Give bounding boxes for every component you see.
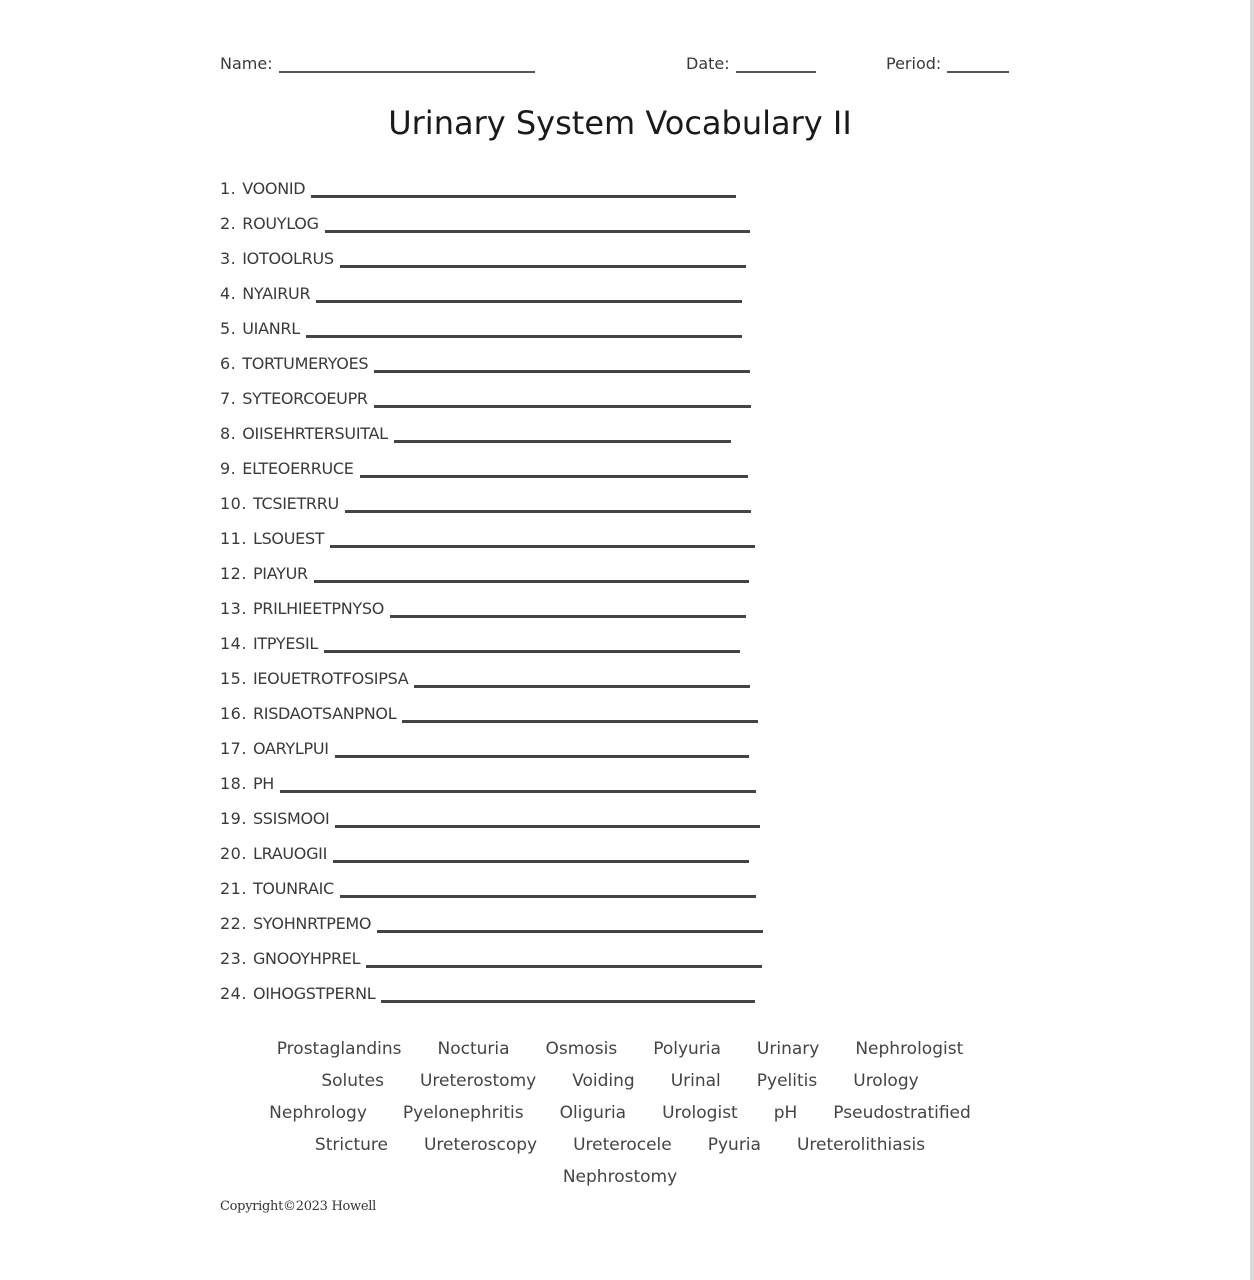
word-bank-term: Urologist [662,1103,738,1123]
answer-blank [340,247,746,268]
answer-blank [345,492,751,513]
period-blank [947,55,1009,73]
question-number: 19. [220,809,247,828]
scrambled-word: TOUNRAIC [252,879,334,898]
answer-blank [414,667,750,688]
question-row [220,240,746,268]
word-bank-term: Nephrology [269,1103,367,1123]
answer-blank [311,177,736,198]
question-number: 18. [220,774,247,793]
answer-blank [280,772,756,793]
period-field [886,54,1009,73]
scrambled-word: OIISEHRTERSUITAL [242,424,388,443]
student-info-header [0,54,1254,78]
question-number: 4. [220,284,237,303]
question-number: 12. [220,564,247,583]
question-number: 1. [220,179,237,198]
answer-blank [374,387,751,408]
word-bank-term: Ureterostomy [419,1071,537,1091]
word-bank-term: Osmosis [545,1039,618,1059]
question-number: 16. [220,704,247,723]
word-bank-term: Ureterocele [573,1135,672,1155]
question-row [220,275,742,303]
answer-blank [402,702,758,723]
scrambled-word: RISDAOTSANPNOL [252,704,397,723]
word-bank-row [220,1129,1020,1161]
word-bank-term: Pyelonephritis [402,1103,524,1123]
scrambled-word: SYTEORCOEUPR [242,389,368,408]
scrambled-word: ITPYESIL [252,634,319,653]
name-blank [279,55,535,73]
scrambled-word: IOTOOLRUS [242,249,334,268]
question-row [220,905,763,933]
scrambled-word: ROUYLOG [242,214,319,233]
worksheet-title: Urinary System Vocabulary II [388,104,852,142]
question-row [220,310,742,338]
answer-blank [390,597,746,618]
scrambled-word: SSISMOOI [252,809,330,828]
answer-blank [394,422,731,443]
question-number: 22. [220,914,247,933]
answer-blank [377,912,763,933]
answer-blank [324,632,740,653]
question-number: 14. [220,634,247,653]
copyright-notice: Copyright©2023 Howell [220,1199,376,1214]
answer-blank [333,842,749,863]
question-number: 24. [220,984,247,1003]
question-row [220,975,755,1003]
question-number: 9. [220,459,237,478]
question-number: 10. [220,494,247,513]
question-number: 5. [220,319,237,338]
question-row [220,590,746,618]
word-bank-term: Urinary [756,1039,820,1059]
answer-blank [314,562,749,583]
question-row [220,415,731,443]
question-number: 11. [220,529,247,548]
answer-blank [366,947,762,968]
scrambled-word: IEOUETROTFOSIPSA [252,669,409,688]
word-bank-term: Voiding [572,1071,635,1091]
scrambled-word: OARYLPUI [252,739,329,758]
question-row [220,695,758,723]
word-bank [220,1033,1020,1193]
word-bank-term: Stricture [314,1135,388,1155]
answer-blank [325,212,750,233]
scrambled-word: TORTUMERYOES [242,354,369,373]
word-bank-term: Polyuria [653,1039,721,1059]
answer-blank [335,807,760,828]
question-number: 13. [220,599,247,618]
scrambled-word: TCSIETRRU [252,494,339,513]
question-row [220,170,736,198]
scrambled-word: PH [252,774,275,793]
scrambled-word: UIANRL [242,319,300,338]
question-row [220,380,751,408]
scrambled-word: PIAYUR [252,564,308,583]
scrambled-word: LSOUEST [252,529,325,548]
answer-blank [360,457,748,478]
answer-blank [316,282,742,303]
question-number: 20. [220,844,247,863]
name-label: Name: [220,54,273,73]
question-row [220,450,748,478]
word-bank-term: Solutes [321,1071,384,1091]
scrambled-word: VOONID [242,179,306,198]
answer-blank [374,352,750,373]
word-bank-term: Prostaglandins [276,1039,402,1059]
question-row [220,345,750,373]
word-bank-term: Nephrostomy [562,1167,678,1187]
word-bank-term: Pseudostratified [833,1103,971,1123]
word-bank-term: pH [773,1103,798,1123]
word-bank-term: Nephrologist [855,1039,964,1059]
answer-blank [306,317,742,338]
scrambled-word: NYAIRUR [242,284,311,303]
word-bank-term: Ureterolithiasis [796,1135,926,1155]
question-row [220,625,740,653]
scrambled-word: GNOOYHPREL [252,949,361,968]
word-bank-row [220,1033,1020,1065]
scrambled-word: PRILHIEETPNYSO [252,599,385,618]
question-number: 23. [220,949,247,968]
question-row [220,765,756,793]
word-bank-term: Ureteroscopy [423,1135,538,1155]
question-row [220,730,749,758]
question-row [220,205,750,233]
question-row [220,800,760,828]
scrambled-word: ELTEOERRUCE [242,459,354,478]
word-bank-row [220,1161,1020,1193]
name-field [220,54,535,73]
word-bank-term: Urinal [670,1071,721,1091]
question-number: 17. [220,739,247,758]
scrambled-word: SYOHNRTPEMO [252,914,372,933]
word-bank-term: Pyelitis [756,1071,818,1091]
date-blank [736,55,816,73]
date-label: Date: [686,54,730,73]
answer-blank [381,982,755,1003]
scrambled-word: LRAUOGII [252,844,328,863]
question-row [220,940,762,968]
question-row [220,835,749,863]
word-bank-term: Urology [853,1071,919,1091]
question-number: 21. [220,879,247,898]
answer-blank [330,527,755,548]
word-bank-row [220,1097,1020,1129]
answer-blank [340,877,756,898]
word-bank-row [220,1065,1020,1097]
period-label: Period: [886,54,942,73]
word-bank-term: Nocturia [437,1039,510,1059]
question-row [220,520,755,548]
date-field [686,54,816,73]
question-number: 15. [220,669,247,688]
question-number: 6. [220,354,237,373]
scrambled-word: OIHOGSTPERNL [252,984,376,1003]
question-row [220,660,750,688]
word-bank-term: Pyuria [707,1135,761,1155]
answer-blank [335,737,749,758]
question-number: 2. [220,214,237,233]
word-bank-term: Oliguria [559,1103,627,1123]
question-row [220,870,756,898]
question-number: 7. [220,389,237,408]
question-number: 3. [220,249,237,268]
question-number: 8. [220,424,237,443]
question-row [220,555,749,583]
page-edge [1250,0,1254,1280]
question-row [220,485,751,513]
